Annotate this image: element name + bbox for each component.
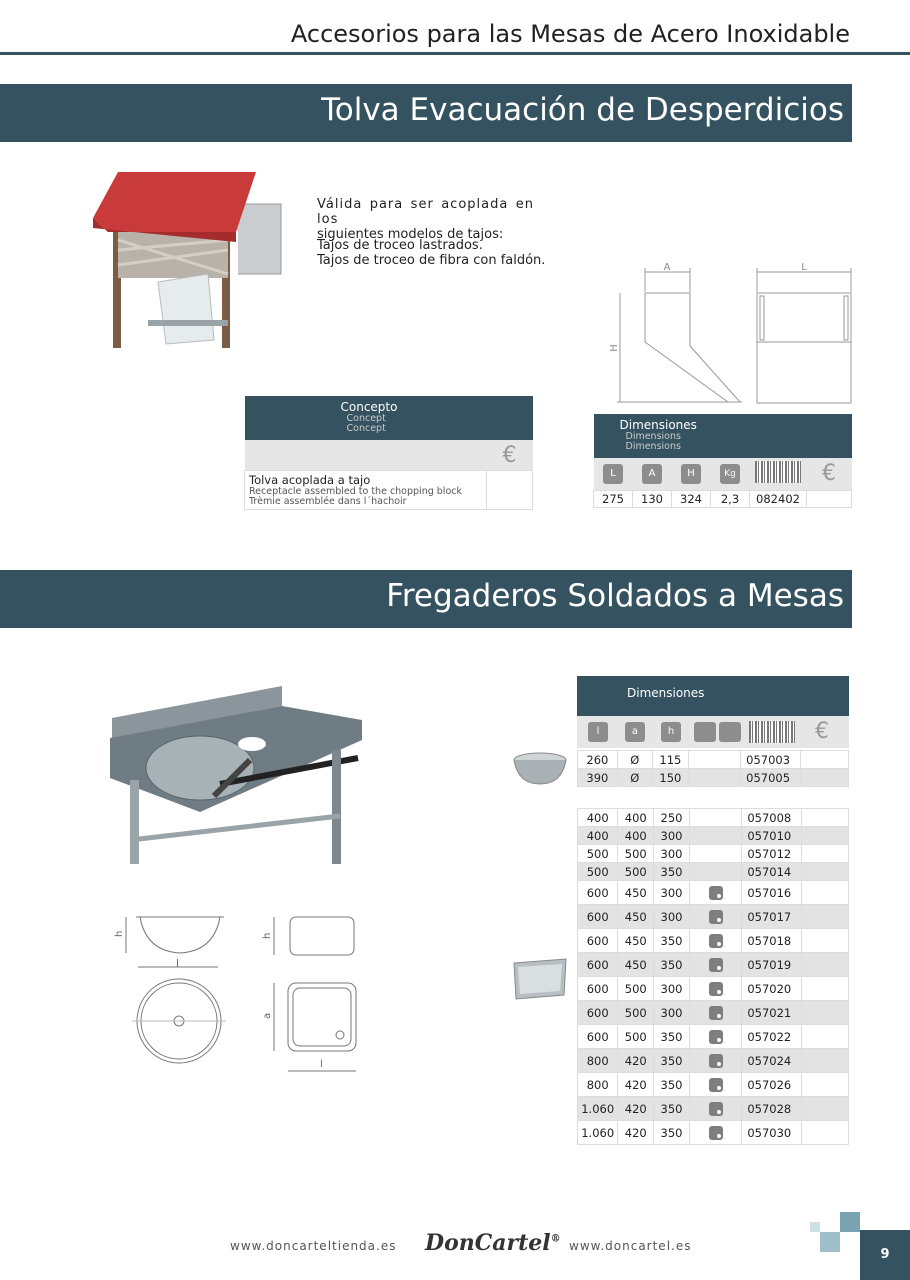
drain-position-icon <box>689 1073 741 1097</box>
table-cell: 350 <box>654 1097 690 1121</box>
table-cell <box>802 863 849 881</box>
table-cell: 057016 <box>742 881 802 905</box>
table-cell: 057008 <box>742 809 802 827</box>
table-cell: 115 <box>652 751 688 769</box>
drain-position-icon <box>689 905 741 929</box>
tolva-dimensions-table <box>593 414 852 508</box>
table-cell: 390 <box>578 769 618 787</box>
table-cell: 350 <box>654 1049 690 1073</box>
table-cell <box>801 751 849 769</box>
table-row <box>578 881 849 905</box>
table-cell: 420 <box>618 1097 654 1121</box>
width-icon: a <box>625 722 645 742</box>
table-cell: 500 <box>618 977 654 1001</box>
table-cell: 500 <box>578 845 618 863</box>
table-row <box>578 751 849 769</box>
width-icon: A <box>642 464 662 484</box>
round-bowl-image <box>512 752 568 786</box>
table-cell: 400 <box>618 827 654 845</box>
page-header-title: Accesorios para las Mesas de Acero Inoxidable <box>290 20 850 48</box>
table-cell: 300 <box>654 845 690 863</box>
drain-position-icon <box>689 1049 741 1073</box>
table-cell <box>802 1121 849 1145</box>
table-cell: 400 <box>578 809 618 827</box>
table-cell: 450 <box>618 905 654 929</box>
table-cell <box>689 809 741 827</box>
concept-item: Tolva acoplada a tajo Receptacle assembled to the chopping block Trèmie assemblée dans l´hachoir <box>245 471 487 510</box>
table-cell: 800 <box>578 1073 618 1097</box>
table-row <box>578 1025 849 1049</box>
height-icon: h <box>661 722 681 742</box>
drain-corner-icon <box>709 1054 723 1068</box>
drain-corner-icon <box>709 910 723 924</box>
table-cell: 450 <box>618 929 654 953</box>
table-cell: 600 <box>578 953 618 977</box>
table-cell: 500 <box>578 863 618 881</box>
drain-position-icon <box>689 1121 741 1145</box>
table-cell: 350 <box>654 1073 690 1097</box>
table-cell: 350 <box>654 863 690 881</box>
table-row <box>578 905 849 929</box>
decor-square <box>810 1222 820 1232</box>
tolva-description: Válida para ser acoplada en los siguientes modelos de tajos: <box>317 197 534 242</box>
table-cell: 057003 <box>741 751 801 769</box>
table-cell: 057021 <box>742 1001 802 1025</box>
table-cell: 400 <box>618 809 654 827</box>
drain-corner-icon <box>709 1006 723 1020</box>
table-cell: 600 <box>578 977 618 1001</box>
table-cell: 420 <box>618 1121 654 1145</box>
table-cell: 350 <box>654 1025 690 1049</box>
drain-position-icon <box>689 977 741 1001</box>
table-cell <box>801 769 849 787</box>
drain-icon <box>694 722 716 742</box>
drain-position-icon <box>689 1025 741 1049</box>
round-sinks-table <box>577 750 849 787</box>
drain-position-icon <box>689 1001 741 1025</box>
height-icon: H <box>681 464 701 484</box>
header-rule <box>0 52 910 55</box>
table-cell: 057026 <box>742 1073 802 1097</box>
table-cell <box>689 845 741 863</box>
sink-dims-header: Dimensiones <box>577 676 849 716</box>
euro-icon: € <box>822 461 836 487</box>
table-cell: 057019 <box>742 953 802 977</box>
table-cell: 300 <box>654 905 690 929</box>
drain-icon <box>719 722 741 742</box>
table-cell <box>802 1025 849 1049</box>
table-cell: 057005 <box>741 769 801 787</box>
table-cell <box>688 751 740 769</box>
drain-position-icon <box>689 953 741 977</box>
dim-label-a: A <box>663 262 671 273</box>
euro-icon: € <box>502 442 517 468</box>
table-cell <box>802 953 849 977</box>
table-cell: 800 <box>578 1049 618 1073</box>
table-row <box>578 845 849 863</box>
table-cell <box>802 845 849 863</box>
table-cell: 350 <box>654 929 690 953</box>
table-cell: 600 <box>578 929 618 953</box>
table-cell: 057028 <box>742 1097 802 1121</box>
drain-position-icon <box>689 929 741 953</box>
table-cell <box>802 929 849 953</box>
tolva-product-photo <box>88 170 284 350</box>
section-title: Fregaderos Soldados a Mesas <box>386 578 844 614</box>
table-cell: 260 <box>578 751 618 769</box>
table-cell <box>802 1073 849 1097</box>
table-cell: 420 <box>618 1049 654 1073</box>
table-cell <box>688 769 740 787</box>
table-cell <box>802 1001 849 1025</box>
drain-corner-icon <box>709 1126 723 1140</box>
dims-row: 275 130 324 2,3 082402 <box>594 490 852 507</box>
table-cell: 057030 <box>742 1121 802 1145</box>
table-cell: 500 <box>618 863 654 881</box>
table-cell: 250 <box>654 809 690 827</box>
sink-table-photo <box>110 680 366 866</box>
table-cell: 300 <box>654 977 690 1001</box>
drain-corner-icon <box>709 958 723 972</box>
table-cell <box>802 977 849 1001</box>
dims-header: Dimensiones Dimensions Dimensions <box>619 418 697 452</box>
table-cell <box>802 827 849 845</box>
table-row <box>578 863 849 881</box>
table-cell: 300 <box>654 1001 690 1025</box>
square-sinks-table <box>577 808 849 1145</box>
table-cell: 600 <box>578 905 618 929</box>
table-cell: 150 <box>652 769 688 787</box>
dim-label-h: H <box>609 344 620 352</box>
footer-link-site[interactable]: www.doncartel.es <box>569 1239 692 1253</box>
table-row <box>578 827 849 845</box>
length-icon: l <box>588 722 608 742</box>
sink-dim-label: h <box>262 932 273 939</box>
sink-technical-drawings <box>110 905 370 1073</box>
section-banner-tolva <box>0 84 852 142</box>
table-cell: 057024 <box>742 1049 802 1073</box>
table-cell: 350 <box>654 1121 690 1145</box>
decor-square <box>840 1212 860 1232</box>
table-cell: 1.060 <box>578 1097 618 1121</box>
table-cell: 450 <box>618 881 654 905</box>
table-cell: 600 <box>578 1001 618 1025</box>
sink-dim-label: h <box>114 930 125 937</box>
table-cell: 1.060 <box>578 1121 618 1145</box>
table-cell: 600 <box>578 881 618 905</box>
table-row <box>578 929 849 953</box>
table-cell: 400 <box>578 827 618 845</box>
table-cell: 057012 <box>742 845 802 863</box>
sink-icon-row <box>577 716 849 748</box>
table-cell <box>689 863 741 881</box>
table-cell: Ø <box>617 769 652 787</box>
drain-position-icon <box>689 1097 741 1121</box>
barcode-icon <box>755 461 801 483</box>
length-icon: L <box>603 464 623 484</box>
table-row <box>578 809 849 827</box>
drain-corner-icon <box>709 982 723 996</box>
dim-label-l: L <box>801 262 807 273</box>
table-cell: 057020 <box>742 977 802 1001</box>
table-cell: 420 <box>618 1073 654 1097</box>
decor-square <box>820 1232 840 1252</box>
euro-icon: € <box>815 719 829 744</box>
tolva-technical-drawing <box>600 256 860 408</box>
drain-corner-icon <box>709 1030 723 1044</box>
drain-corner-icon <box>709 886 723 900</box>
table-cell: 600 <box>578 1025 618 1049</box>
table-cell: 300 <box>654 827 690 845</box>
tolva-models: Tajos de troceo lastrados. Tajos de troceo de fibra con faldón. <box>317 238 546 268</box>
table-cell <box>802 809 849 827</box>
table-row <box>578 1073 849 1097</box>
table-cell: 350 <box>654 953 690 977</box>
table-cell: 057022 <box>742 1025 802 1049</box>
table-row <box>578 1001 849 1025</box>
table-cell <box>802 1049 849 1073</box>
table-cell: 057018 <box>742 929 802 953</box>
table-cell: 057017 <box>742 905 802 929</box>
sink-dim-label: a <box>262 1012 273 1019</box>
table-cell: 300 <box>654 881 690 905</box>
table-row <box>578 977 849 1001</box>
drain-corner-icon <box>709 934 723 948</box>
table-cell: 500 <box>618 1001 654 1025</box>
table-cell: 500 <box>618 845 654 863</box>
table-cell: 450 <box>618 953 654 977</box>
footer-link-shop[interactable]: www.doncarteltienda.es <box>230 1239 397 1253</box>
weight-icon: Kg <box>720 464 740 484</box>
drain-position-icon <box>689 881 741 905</box>
table-cell <box>802 905 849 929</box>
table-cell <box>802 1097 849 1121</box>
table-cell: 057010 <box>742 827 802 845</box>
drain-corner-icon <box>709 1078 723 1092</box>
concept-table <box>244 396 533 510</box>
sink-dim-label: l <box>320 1059 323 1070</box>
section-title: Tolva Evacuación de Desperdicios <box>321 92 844 128</box>
table-cell <box>689 827 741 845</box>
page-number: 9 <box>860 1230 910 1280</box>
doncartel-logo: DonCartel® <box>425 1230 561 1256</box>
concept-header: Concepto Concept Concept <box>340 400 398 434</box>
table-row <box>578 769 849 787</box>
table-cell <box>802 881 849 905</box>
table-row <box>578 1097 849 1121</box>
drain-corner-icon <box>709 1102 723 1116</box>
table-row <box>578 1121 849 1145</box>
table-row <box>578 1049 849 1073</box>
square-sink-image <box>512 955 568 1003</box>
barcode-icon <box>749 721 795 743</box>
table-cell: 500 <box>618 1025 654 1049</box>
section-banner-fregaderos <box>0 570 852 628</box>
table-cell: 057014 <box>742 863 802 881</box>
sink-dim-label: l <box>176 957 180 970</box>
table-row <box>578 953 849 977</box>
table-cell: Ø <box>617 751 652 769</box>
